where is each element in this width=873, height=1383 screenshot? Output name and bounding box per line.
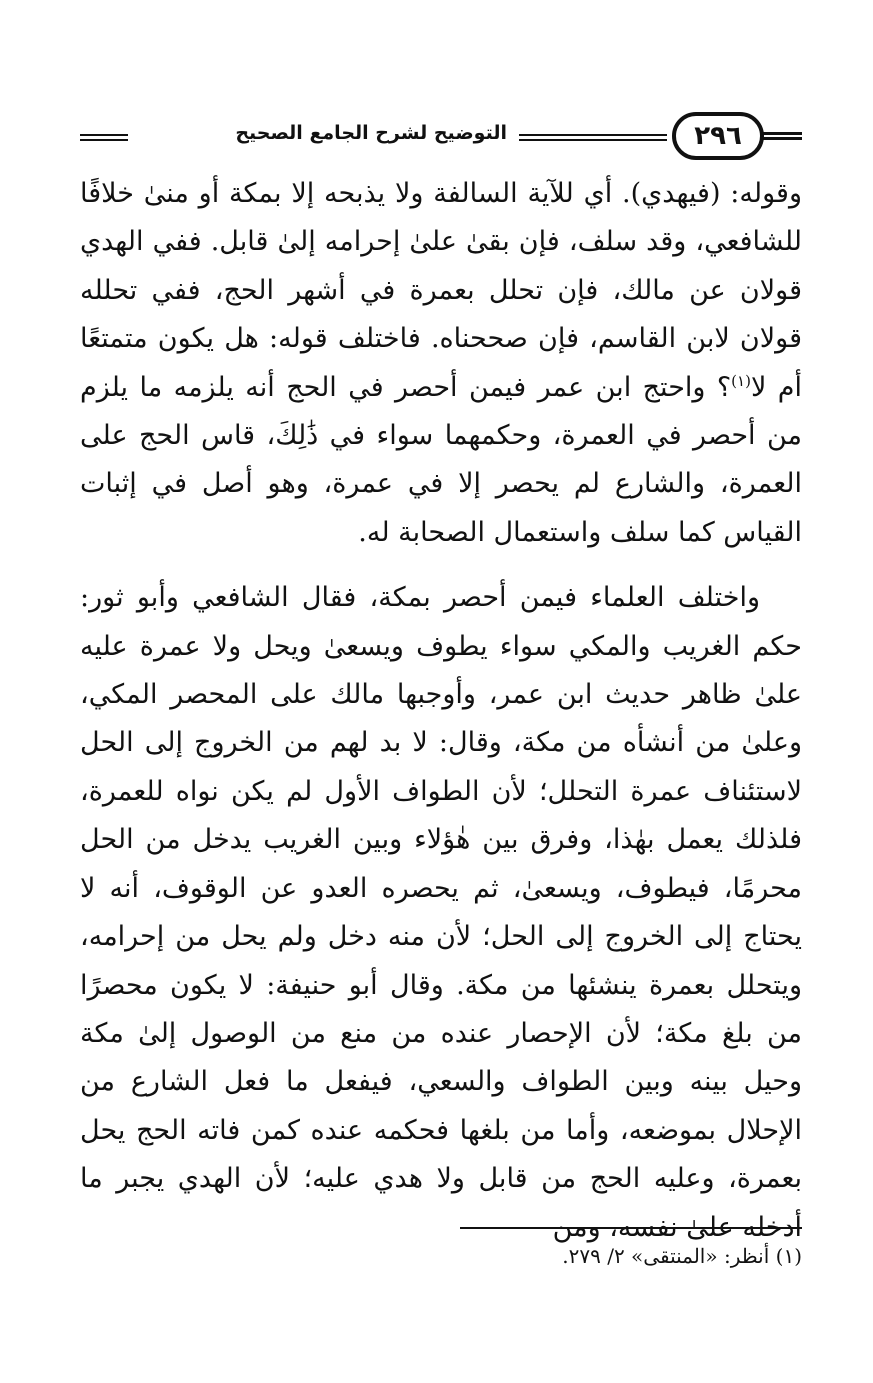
page-header (80, 108, 802, 168)
running-title: التوضيح لشرح الجامع الصحيح (235, 122, 507, 144)
footnote: (١) أنظر: «المنتقى» ٢/ ٢٧٩. (562, 1244, 802, 1268)
paragraph-1 (80, 170, 802, 557)
page-number: ٢٩٦ (672, 112, 764, 160)
paragraph-1-text-a: وقوله: (فيهدي). أي للآية السالفة ولا يذبحه إلا بمكة أو منىٰ خلافًا للشافعي، وقد سلف، فإن بقىٰ علىٰ إحرامه إلىٰ قابل. ففي الهدي قولان عن مالك، فإن تحلل بعمرة في أشهر الحج، ففي تحلله قولان لابن القاسم، فإن صححناه. فاختلف قوله: هل يكون متمتعًا أم لا (80, 178, 802, 403)
paragraph-2: واختلف العلماء فيمن أحصر بمكة، فقال الشافعي وأبو ثور: حكم الغريب والمكي سواء يطوف ويسعىٰ ويحل ولا عمرة عليه علىٰ ظاهر حديث ابن عمر، وأوجبها مالك على المحصر المكي، وعلىٰ من أنشأه من مكة، وقال: لا بد لهم من الخروج إلى الحل لاستئناف عمرة التحلل؛ لأن الطواف الأول لم يكن نواه للعمرة، فلذلك يعمل بهٰذا، وفرق بين هٰؤلاء وبين الغريب يدخل من الحل محرمًا، فيطوف، ويسعىٰ، ثم يحصره العدو عن الوقوف، أنه لا يحتاج إلى الخروج إلى الحل؛ لأن منه دخل ولم يحل من إحرامه، ويتحلل بعمرة ينشئها من مكة. وقال أبو حنيفة: لا يكون محصرًا من بلغ مكة؛ لأن الإحصار عنده من منع من الوصول إلىٰ مكة وحيل بينه وبين الطواف والسعي، فيفعل ما فعل الشارع من الإحلال بموضعه، وأما من بلغها فحكمه عنده كمن فاته الحج يحل بعمرة، وعليه الحج من قابل ولا هدي عليه؛ لأن الهدي يجبر ما أدخله علىٰ نفسه، ومن (80, 582, 802, 1243)
paragraph-1-text-b: ؟ واحتج ابن عمر فيمن أحصر في الحج أنه يلزمه ما يلزم من أحصر في العمرة، وحكمهما سواء في ذَٰلِكَ، قاس الحج على العمرة، والشارع لم يحصر إلا في عمرة، وهو أصل في إثبات القياس كما سلف واستعمال الصحابة له. (80, 371, 802, 548)
header-ornament-rule (762, 132, 802, 140)
main-text (80, 170, 802, 1252)
header-rule-right (519, 134, 667, 141)
header-rule-left (80, 134, 128, 141)
footnote-reference: (١) (731, 371, 751, 390)
footnote-divider (460, 1227, 802, 1229)
